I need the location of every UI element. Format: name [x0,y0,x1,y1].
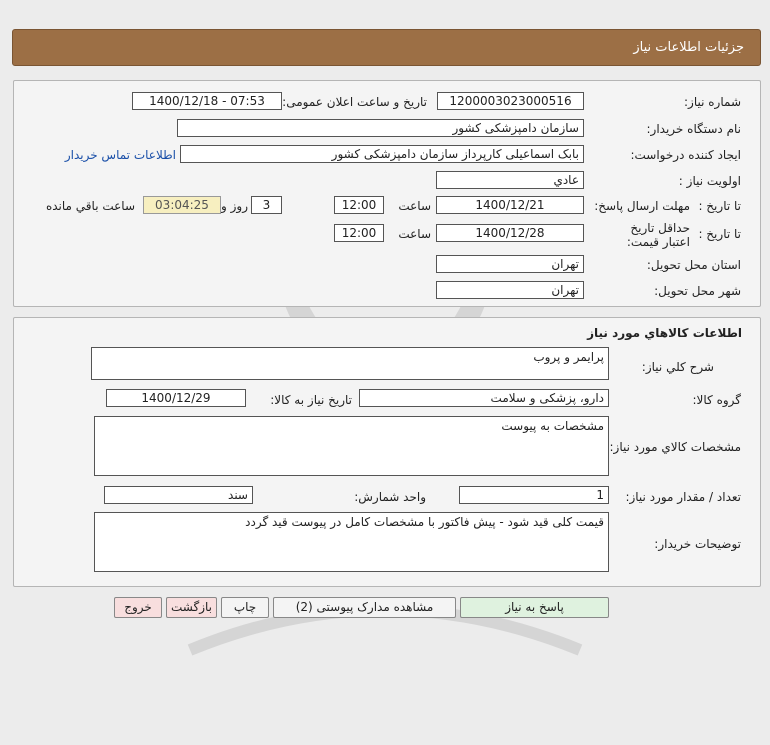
page-title-bar [12,29,761,66]
exit-button[interactable]: خروج [114,597,162,618]
validity-date-field: 1400/12/28 [436,224,584,242]
announce-field: 1400/12/18 - 07:53 [132,92,282,110]
validity-time-field: 12:00 [334,224,384,242]
unit-label: واحد شمارش: [354,490,426,504]
validity-time-label: ساعت [398,227,431,241]
general-desc-label: شرح کلي نياز: [641,360,714,374]
print-button[interactable]: چاپ [221,597,269,618]
validity-label: حداقل تاریخ اعتبار قیمت: [626,221,690,249]
validity-to-date-label: تا تاریخ : [698,227,741,241]
goods-group-field: دارو، پزشکی و سلامت [359,389,609,407]
need-number-field: 1200003023000516 [437,92,584,110]
send-time-label: ساعت [398,199,431,213]
buyer-notes-field: قیمت کلی قید شود - پیش فاکتور با مشخصات کامل در پیوست قید گردد [94,512,609,572]
spec-field: مشخصات به پیوست [94,416,609,476]
days-label: روز و [221,199,248,213]
creator-label: ایجاد کننده درخواست: [630,148,741,162]
send-date-field: 1400/12/21 [436,196,584,214]
spec-label: مشخصات کالاي مورد نياز: [609,440,741,454]
province-label: استان محل تحویل: [646,258,741,272]
unit-field: سند [104,486,253,504]
buyer-notes-label: توضیحات خریدار: [654,537,741,551]
back-button[interactable]: بازگشت [166,597,217,618]
creator-field: بابک اسماعیلی کارپرداز سازمان دامپزشکی کشور [180,145,584,163]
buyer-field: سازمان دامپزشکی کشور [177,119,584,137]
days-remaining-field: 3 [251,196,282,214]
priority-label: اولویت نیاز : [678,174,741,188]
reply-button[interactable]: پاسخ به نياز [460,597,609,618]
city-label: شهر محل تحویل: [654,284,741,298]
need-number-label: شماره نیاز: [684,95,741,109]
buyer-contact-link[interactable]: اطلاعات تماس خریدار [64,148,176,162]
page-title: جزئیات اطلاعات نیاز [633,40,744,55]
send-time-field: 12:00 [334,196,384,214]
remaining-time-field: 03:04:25 [143,196,221,214]
need-date-field: 1400/12/29 [106,389,246,407]
general-desc-field: پرایمر و پروب [91,347,609,380]
qty-field: 1 [459,486,609,504]
priority-field: عادي [436,171,584,189]
buyer-label: نام دستگاه خریدار: [646,122,741,136]
send-to-date-label: تا تاریخ : [698,199,741,213]
view-attachments-button[interactable]: مشاهده مدارک پیوستی (2) [273,597,456,618]
city-field: تهران [436,281,584,299]
qty-label: تعداد / مقدار مورد نیاز: [625,490,741,504]
send-deadline-label: مهلت ارسال پاسخ: [594,199,690,213]
goods-section-title: اطلاعات کالاهاي مورد نياز [587,326,742,340]
province-field: تهران [436,255,584,273]
announce-label: تاریخ و ساعت اعلان عمومی: [282,95,427,109]
goods-group-label: گروه کالا: [692,393,741,407]
need-info-panel [13,80,761,307]
need-date-label: تاریخ نیاز به کالا: [270,393,352,407]
remaining-time-label: ساعت باقي مانده [45,199,135,213]
